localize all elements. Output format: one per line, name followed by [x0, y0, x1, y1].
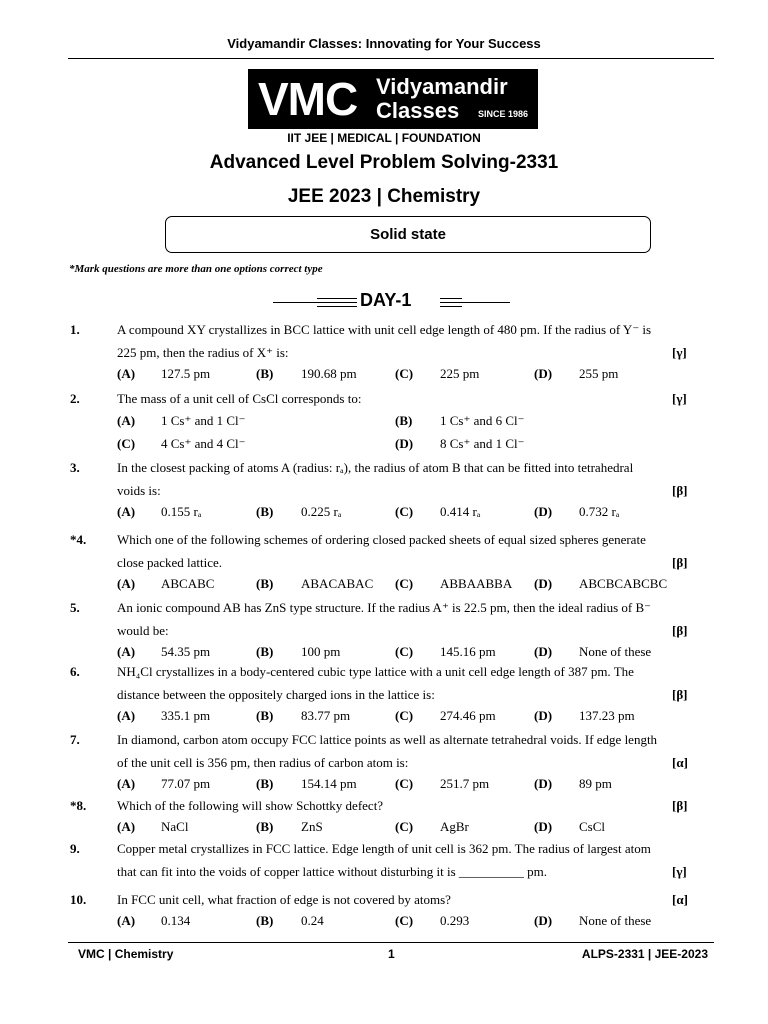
option-label: (D) — [534, 776, 553, 791]
difficulty-tag: [γ] — [672, 345, 687, 360]
question-text-line: NH₄Cl crystallizes in a body-centered cubic type lattice with a unit cell edge length of 387 pm. The — [117, 664, 634, 679]
question-text — [117, 456, 713, 502]
question-text-line: of the unit cell is 356 pm, then radius of carbon atom is: — [117, 755, 409, 770]
option-text: 190.68 pm — [301, 366, 357, 381]
option-text: 77.07 pm — [161, 776, 211, 791]
footer-right: ALPS-2331 | JEE-2023 — [581, 947, 708, 961]
vmc-logo — [248, 69, 538, 129]
option-label: (D) — [534, 819, 553, 834]
option-label: (B) — [256, 504, 274, 519]
option-label: (B) — [256, 644, 274, 659]
question-number: 2. — [70, 391, 80, 406]
option-text: 0.134 — [161, 913, 191, 928]
difficulty-tag: [β] — [672, 687, 688, 702]
option-text: 89 pm — [579, 776, 612, 791]
header-tagline: Vidyamandir Classes: Innovating for Your Success — [227, 36, 541, 51]
topic-box: Solid state — [165, 216, 651, 253]
option-label: (C) — [395, 504, 414, 519]
question-text-line: 225 pm, then the radius of X⁺ is: — [117, 345, 289, 360]
option-text: ABCBCABCBC — [579, 576, 668, 591]
option-text: 274.46 pm — [440, 708, 496, 723]
option-text: 4 Cs⁺ and 4 Cl⁻ — [161, 436, 246, 451]
option-text: 100 pm — [301, 644, 341, 659]
option-label: (A) — [117, 913, 136, 928]
question-number: 5. — [70, 600, 80, 615]
option-label: (A) — [117, 708, 136, 723]
logo-vmc-text: VMC — [258, 73, 358, 125]
question-number: *8. — [70, 798, 87, 813]
question-text-line: An ionic compound AB has ZnS type structure. If the radius A⁺ is 22.5 pm, then the ideal radius of B⁻ — [117, 600, 652, 615]
option-label: (D) — [534, 366, 553, 381]
difficulty-tag: [α] — [672, 755, 688, 770]
question-text — [117, 660, 713, 706]
option-label: (D) — [534, 504, 553, 519]
option-label: (A) — [117, 776, 136, 791]
option-label: (B) — [395, 413, 413, 428]
option-text: CsCl — [579, 819, 606, 834]
question-number: 7. — [70, 732, 80, 747]
question-text — [117, 528, 713, 574]
question-number: 10. — [70, 892, 87, 907]
option-text: 145.16 pm — [440, 644, 496, 659]
footer-rule — [68, 942, 714, 943]
question-text — [117, 318, 713, 364]
question-number: *4. — [70, 532, 87, 547]
option-text: ABCABC — [161, 576, 215, 591]
option-text: 137.23 pm — [579, 708, 635, 723]
option-label: (C) — [395, 576, 414, 591]
question-number: 1. — [70, 322, 80, 337]
option-label: (D) — [395, 436, 414, 451]
option-text: 0.24 — [301, 913, 324, 928]
question-text-line: Which of the following will show Schottky defect? — [117, 798, 384, 813]
option-label: (B) — [256, 819, 274, 834]
option-label: (C) — [395, 708, 414, 723]
day-line-right-upper — [440, 298, 462, 299]
option-label: (D) — [534, 576, 553, 591]
option-text: 0.225 rₐ — [301, 504, 342, 519]
option-label: (D) — [534, 708, 553, 723]
option-text: 127.5 pm — [161, 366, 211, 381]
difficulty-tag: [α] — [672, 892, 688, 907]
footer-left: VMC | Chemistry — [78, 947, 174, 961]
question-text-line: distance between the oppositely charged ions in the lattice is: — [117, 687, 435, 702]
question-text-line: A compound XY crystallizes in BCC lattice with unit cell edge length of 480 pm. If the radius of Y⁻ is — [117, 322, 652, 337]
option-label: (B) — [256, 366, 274, 381]
option-label: (A) — [117, 576, 136, 591]
question-number: 6. — [70, 664, 80, 679]
day-line-right — [440, 302, 510, 303]
day-line-right-lower — [440, 306, 462, 307]
option-text: None of these — [579, 913, 652, 928]
difficulty-tag: [β] — [672, 483, 688, 498]
logo-since-text: SINCE 1986 — [478, 109, 529, 119]
option-text: 1 Cs⁺ and 6 Cl⁻ — [440, 413, 525, 428]
question-text-line: In diamond, carbon atom occupy FCC lattice points as well as alternate tetrahedral voids. If edge length — [117, 732, 658, 747]
option-text: 0.155 rₐ — [161, 504, 202, 519]
question-text — [117, 596, 713, 642]
option-text: 1 Cs⁺ and 1 Cl⁻ — [161, 413, 246, 428]
question-text-line: In the closest packing of atoms A (radius: rₐ), the radius of atom B that can be fitted into tetrahedral — [117, 460, 634, 475]
day-line-left-lower — [317, 306, 357, 307]
question-text-line: that can fit into the voids of copper lattice without disturbing it is __________ pm. — [117, 864, 548, 879]
day-line-left-upper — [317, 298, 357, 299]
option-text: 0.732 rₐ — [579, 504, 620, 519]
option-label: (C) — [395, 776, 414, 791]
question-text — [117, 794, 713, 817]
option-text: 54.35 pm — [161, 644, 211, 659]
option-label: (B) — [256, 708, 274, 723]
logo-classes-text: Classes — [376, 98, 460, 123]
option-text: AgBr — [440, 819, 469, 834]
option-label: (A) — [117, 413, 136, 428]
day-line-left — [273, 302, 357, 303]
option-label: (C) — [395, 913, 414, 928]
option-text: ABBAABBA — [440, 576, 513, 591]
option-text: 154.14 pm — [301, 776, 357, 791]
option-label: (C) — [395, 366, 414, 381]
option-label: (D) — [534, 644, 553, 659]
day-label: DAY-1 — [360, 290, 412, 310]
logo-name-text: Vidyamandir — [376, 74, 508, 99]
option-text: 255 pm — [579, 366, 619, 381]
option-label: (B) — [256, 913, 274, 928]
option-label: (D) — [534, 913, 553, 928]
option-label: (C) — [395, 819, 414, 834]
page-title: Advanced Level Problem Solving-2331 — [209, 152, 559, 173]
option-label: (A) — [117, 644, 136, 659]
question-text-line: Which one of the following schemes of ordering closed packed sheets of equal sized spheres generate — [117, 532, 646, 547]
day-heading — [0, 290, 768, 314]
option-label: (A) — [117, 366, 136, 381]
option-text: ABACABAC — [301, 576, 374, 591]
difficulty-tag: [γ] — [672, 391, 687, 406]
instruction-note: *Mark questions are more than one options correct type — [69, 263, 323, 275]
option-text: ZnS — [301, 819, 323, 834]
difficulty-tag: [β] — [672, 798, 688, 813]
option-label: (C) — [117, 436, 136, 451]
difficulty-tag: [β] — [672, 555, 688, 570]
question-number: 3. — [70, 460, 80, 475]
option-text: 0.293 — [440, 913, 470, 928]
logo-tagline: IIT JEE | MEDICAL | FOUNDATION — [287, 131, 481, 145]
question-text-line: voids is: — [117, 483, 161, 498]
question-text — [117, 728, 713, 774]
option-text: 335.1 pm — [161, 708, 211, 723]
question-text — [117, 387, 713, 410]
option-label: (A) — [117, 819, 136, 834]
option-text: 83.77 pm — [301, 708, 351, 723]
option-text: 251.7 pm — [440, 776, 490, 791]
option-text: 0.414 rₐ — [440, 504, 481, 519]
option-label: (C) — [395, 644, 414, 659]
option-label: (B) — [256, 576, 274, 591]
option-label: (B) — [256, 776, 274, 791]
question-number: 9. — [70, 841, 80, 856]
header-rule — [68, 58, 714, 59]
option-text: NaCl — [161, 819, 189, 834]
question-text-line: In FCC unit cell, what fraction of edge is not covered by atoms? — [117, 892, 451, 907]
option-text: None of these — [579, 644, 652, 659]
difficulty-tag: [γ] — [672, 864, 687, 879]
question-text-line: close packed lattice. — [117, 555, 223, 570]
option-label: (A) — [117, 504, 136, 519]
page-subtitle: JEE 2023 | Chemistry — [287, 186, 481, 207]
question-text-line: Copper metal crystallizes in FCC lattice. Edge length of unit cell is 362 pm. The radius of largest atom — [117, 841, 651, 856]
footer-page-number: 1 — [388, 947, 395, 961]
option-text: 8 Cs⁺ and 1 Cl⁻ — [440, 436, 525, 451]
question-text — [117, 837, 713, 883]
option-text: 225 pm — [440, 366, 480, 381]
question-text-line: would be: — [117, 623, 169, 638]
question-text-line: The mass of a unit cell of CsCl corresponds to: — [117, 391, 362, 406]
question-text — [117, 888, 713, 911]
difficulty-tag: [β] — [672, 623, 688, 638]
